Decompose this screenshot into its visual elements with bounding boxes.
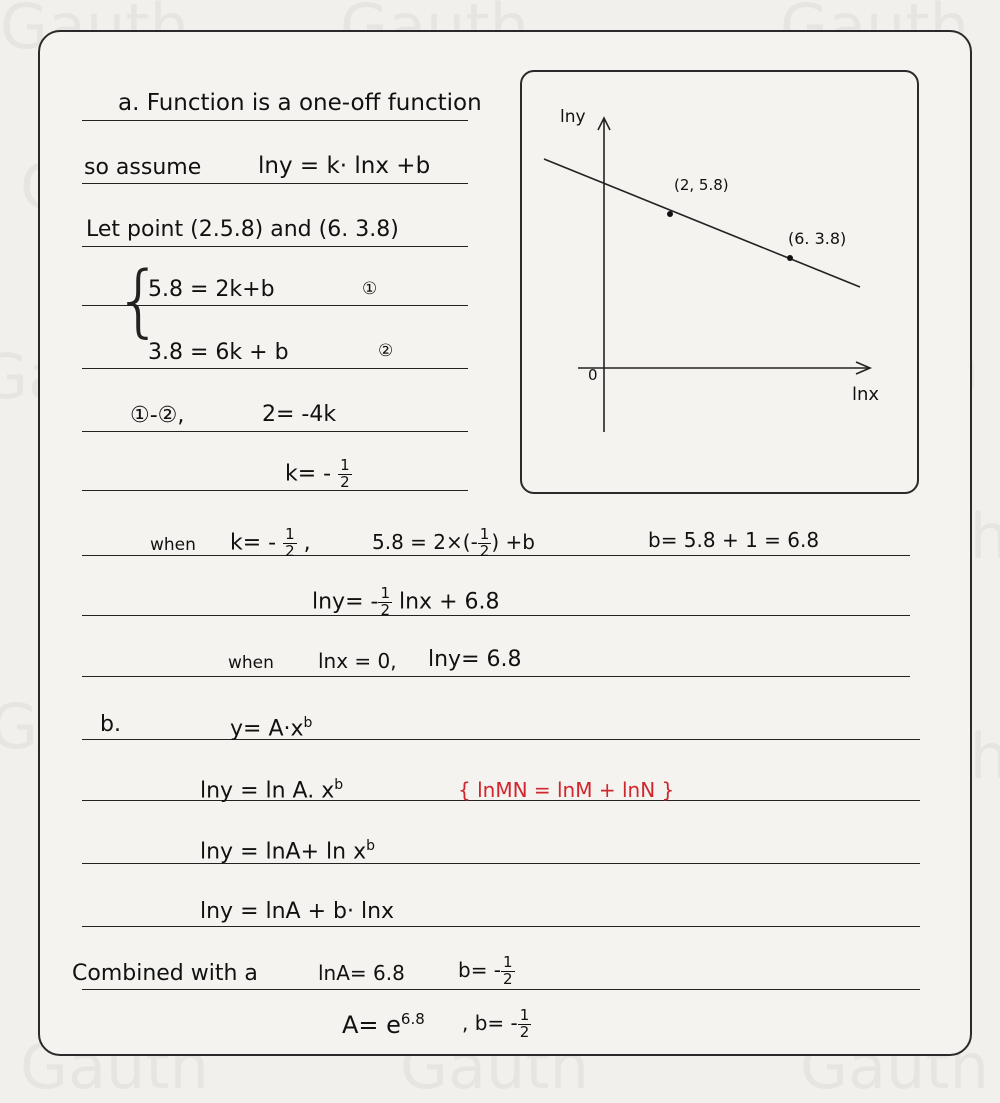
assume-prefix: so assume [84,155,202,180]
fraction-half [338,458,352,491]
rule-line [82,368,468,369]
equation-2-marker: ② [378,341,394,361]
equation-1-marker: ① [362,279,378,299]
exponent: 6.8 [400,1010,425,1028]
system-brace: { [114,256,164,346]
point-2 [787,255,793,261]
fraction-denominator: 2 [519,1022,530,1041]
rule-line [82,989,920,990]
point-1 [667,211,673,217]
assumed-equation: lny = k· lnx +b [258,153,431,179]
fraction-half [378,586,392,619]
rule-line [82,246,468,247]
substitution-right: ) +b [491,529,535,554]
fraction-half [478,527,492,560]
power-model [230,716,312,740]
when-label-1: when [150,535,196,555]
lny-intercept: lny= 6.8 [428,647,522,672]
fraction-denominator: 2 [503,969,513,988]
fraction-numerator: 1 [380,584,390,602]
part-b-label: b. [100,712,121,737]
log-step-1 [200,778,343,802]
final-equation-a [312,586,499,619]
combined-b-text: b= - [458,957,502,982]
rule-line [82,120,468,121]
fraction-denominator: 2 [285,541,295,560]
fraction-numerator: 1 [479,525,490,543]
final-equation-left: lny= - [312,589,379,615]
fraction-numerator: 1 [519,1006,530,1024]
fraction-denominator: 2 [380,600,390,619]
final-b-text: , b= - [462,1010,518,1035]
subtract-result: 2= -4k [262,402,337,427]
subtract-label: ①-②, [130,403,185,428]
fraction-denominator: 2 [340,472,350,491]
graph-svg [522,72,917,492]
combined-lnA: lnA= 6.8 [318,961,405,985]
when-lnx-zero: lnx = 0, [318,649,397,673]
log-product-rule: { lnMN = lnM + lnN } [458,778,675,802]
b-value: b= 5.8 + 1 = 6.8 [648,528,820,552]
log-step-2 [200,839,375,863]
fraction-half [518,1008,532,1041]
y-axis-label: lny [560,107,586,127]
fraction-half [501,955,515,988]
when-k-text: k= - [230,530,277,556]
exponent: b [303,715,313,731]
rule-line [82,490,468,491]
fraction-numerator: 1 [340,456,350,474]
substitution [372,527,535,560]
equation-2: 3.8 = 6k + b [148,340,289,365]
log-step-1-text: lny = ln A. x [200,778,335,804]
combined-b [458,955,515,988]
fraction-denominator: 2 [479,541,490,560]
combined-label: Combined with a [72,961,258,986]
final-b [462,1008,531,1041]
rule-line [82,183,468,184]
k-result-text: k= - [285,461,332,487]
log-step-2-text: lny = lnA+ ln x [200,839,367,865]
when-label-2: when [228,653,274,673]
exponent: b [334,777,344,793]
fraction-half [283,527,297,560]
final-equation-right: lnx + 6.8 [399,589,500,615]
point-2-label: (6. 3.8) [788,229,847,248]
when-k-value: k= - $\frac{1}{2}$ , [230,525,311,560]
rule-line [82,739,920,740]
final-A [342,1012,425,1037]
origin-label: 0 [588,366,598,384]
log-step-3: lny = lnA + b· lnx [200,899,395,924]
final-A-text: A= e [342,1011,401,1039]
exponent: b [366,838,375,854]
let-points-line: Let point (2.5.8) and (6. 3.8) [86,217,399,242]
equation-1: 5.8 = 2k+b [148,277,275,302]
rule-line [82,431,468,432]
part-a-intro: a. Function is a one-off function [118,90,482,116]
fraction-numerator: 1 [503,953,513,971]
rule-line [82,676,910,677]
power-model-text: y= A·x [230,716,304,742]
k-result [285,458,352,491]
substitution-left: 5.8 = 2×(- [372,529,478,554]
rule-line [82,926,920,927]
graph-panel [520,70,919,494]
point-1-label: (2, 5.8) [674,176,729,194]
x-axis-label: lnx [852,384,880,405]
fraction-numerator: 1 [285,525,295,543]
